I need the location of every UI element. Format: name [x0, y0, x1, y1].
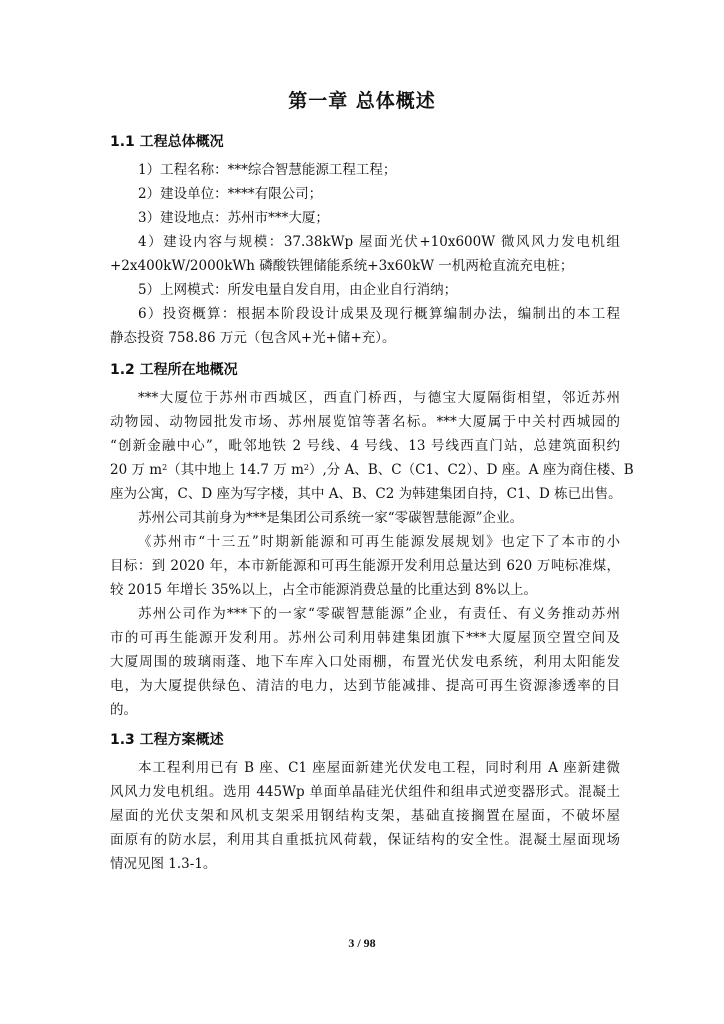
paragraph-line: 风风力发电机组。选用 445Wp 单面单晶硅光伏组件和组串式逆变器形式。混凝土: [110, 784, 620, 800]
paragraph-line: 面原有的防水层，利用其自重抵抗风荷载，保证结构的安全性。混凝土屋面现场: [110, 832, 620, 848]
paragraph-line: 大厦周围的玻璃雨蓬、地下车库入口处雨棚，布置光伏发电系统，利用太阳能发: [110, 654, 620, 670]
paragraph-line: 的。: [110, 702, 137, 718]
paragraph-line: 目标：到 2020 年，本市新能源和可再生能源开发利用总量达到 620 万吨标准煤，: [110, 558, 620, 574]
paragraph-line: ***大厦位于苏州市西城区，西直门桥西，与德宝大厦隔街相望，邻近苏州: [138, 390, 620, 406]
paragraph-line: 静态投资 758.86 万元（包含风+光+储+充）。: [110, 330, 396, 346]
paragraph-line: 市的可再生能源开发利用。苏州公司利用韩建集团旗下***大厦屋顶空置空间及: [110, 630, 620, 646]
area-text-1: 20 万 m: [110, 462, 163, 478]
paragraph-line: 屋面的光伏支架和风机支架采用钢结构支架，基础直接搁置在屋面，不破坏屋: [110, 808, 620, 824]
paragraph-line: 2）建设单位：****有限公司；: [138, 186, 323, 202]
paragraph-line: 座为公寓，C、D 座为写字楼，其中 A、B、C2 为韩建集团自持，C1、D 栋已出售。: [110, 486, 622, 502]
paragraph-line: 电，为大厦提供绿色、清洁的电力，达到节能减排、提高可再生资源渗透率的目: [110, 678, 620, 694]
paragraph-line: 6）投资概算：根据本阶段设计成果及现行概算编制办法，编制出的本工程: [138, 306, 620, 322]
paragraph-line: 3）建设地点：苏州市***大厦；: [138, 210, 329, 226]
area-text-2: （其中地上 14.7 万 m: [167, 462, 304, 478]
paragraph-line: 本工程利用已有 B 座、C1 座屋面新建光伏发电工程，同时利用 A 座新建微: [138, 760, 620, 776]
paragraph-line: 5）上网模式：所发电量自发自用，由企业自行消纳；: [138, 282, 458, 298]
paragraph-line: “创新金融中心”，毗邻地铁 2 号线、4 号线、13 号线西直门站，总建筑面积约: [110, 438, 620, 454]
section-heading-1-1: 1.1 工程总体概况: [110, 134, 224, 150]
paragraph-line: 《苏州市“十三五”时期新能源和可再生能源发展规划》也定下了本市的小: [138, 534, 620, 550]
paragraph-line-area: [110, 461, 634, 479]
paragraph-line: 苏州公司作为***下的一家“零碳智慧能源”企业，有责任、有义务推动苏州: [138, 606, 620, 622]
paragraph-line: 1）工程名称：***综合智慧能源工程工程；: [138, 162, 397, 178]
paragraph-line: +2x400kW/2000kWh 磷酸铁锂储能系统+3x60kW 一机两枪直流充电桩；: [110, 258, 574, 274]
paragraph-line: 动物园、动物园批发市场、苏州展览馆等著名标。***大厦属于中关村西城园的: [110, 414, 620, 430]
page-number: 3 / 98: [348, 936, 376, 950]
paragraph-line: 4）建设内容与规模：37.38kWp 屋面光伏+10x600W 微风风力发电机组: [138, 234, 620, 250]
paragraph-line: 苏州公司其前身为***是集团公司系统一家“零碳智慧能源”企业。: [138, 510, 524, 526]
area-text-3: ）,分 A、B、C（C1、C2）、D 座。A 座为商住楼、B: [308, 462, 634, 478]
section-heading-1-3: 1.3 工程方案概述: [110, 732, 224, 748]
section-heading-1-2: 1.2 工程所在地概况: [110, 362, 238, 378]
superscript: 2: [162, 463, 168, 472]
paragraph-line: 情况见图 1.3-1。: [110, 856, 217, 872]
chapter-title: 第一章 总体概述: [288, 90, 436, 112]
superscript: 2: [303, 463, 309, 472]
paragraph-line: 较 2015 年增长 35%以上，占全市能源消费总量的比重达到 8%以上。: [110, 582, 537, 598]
